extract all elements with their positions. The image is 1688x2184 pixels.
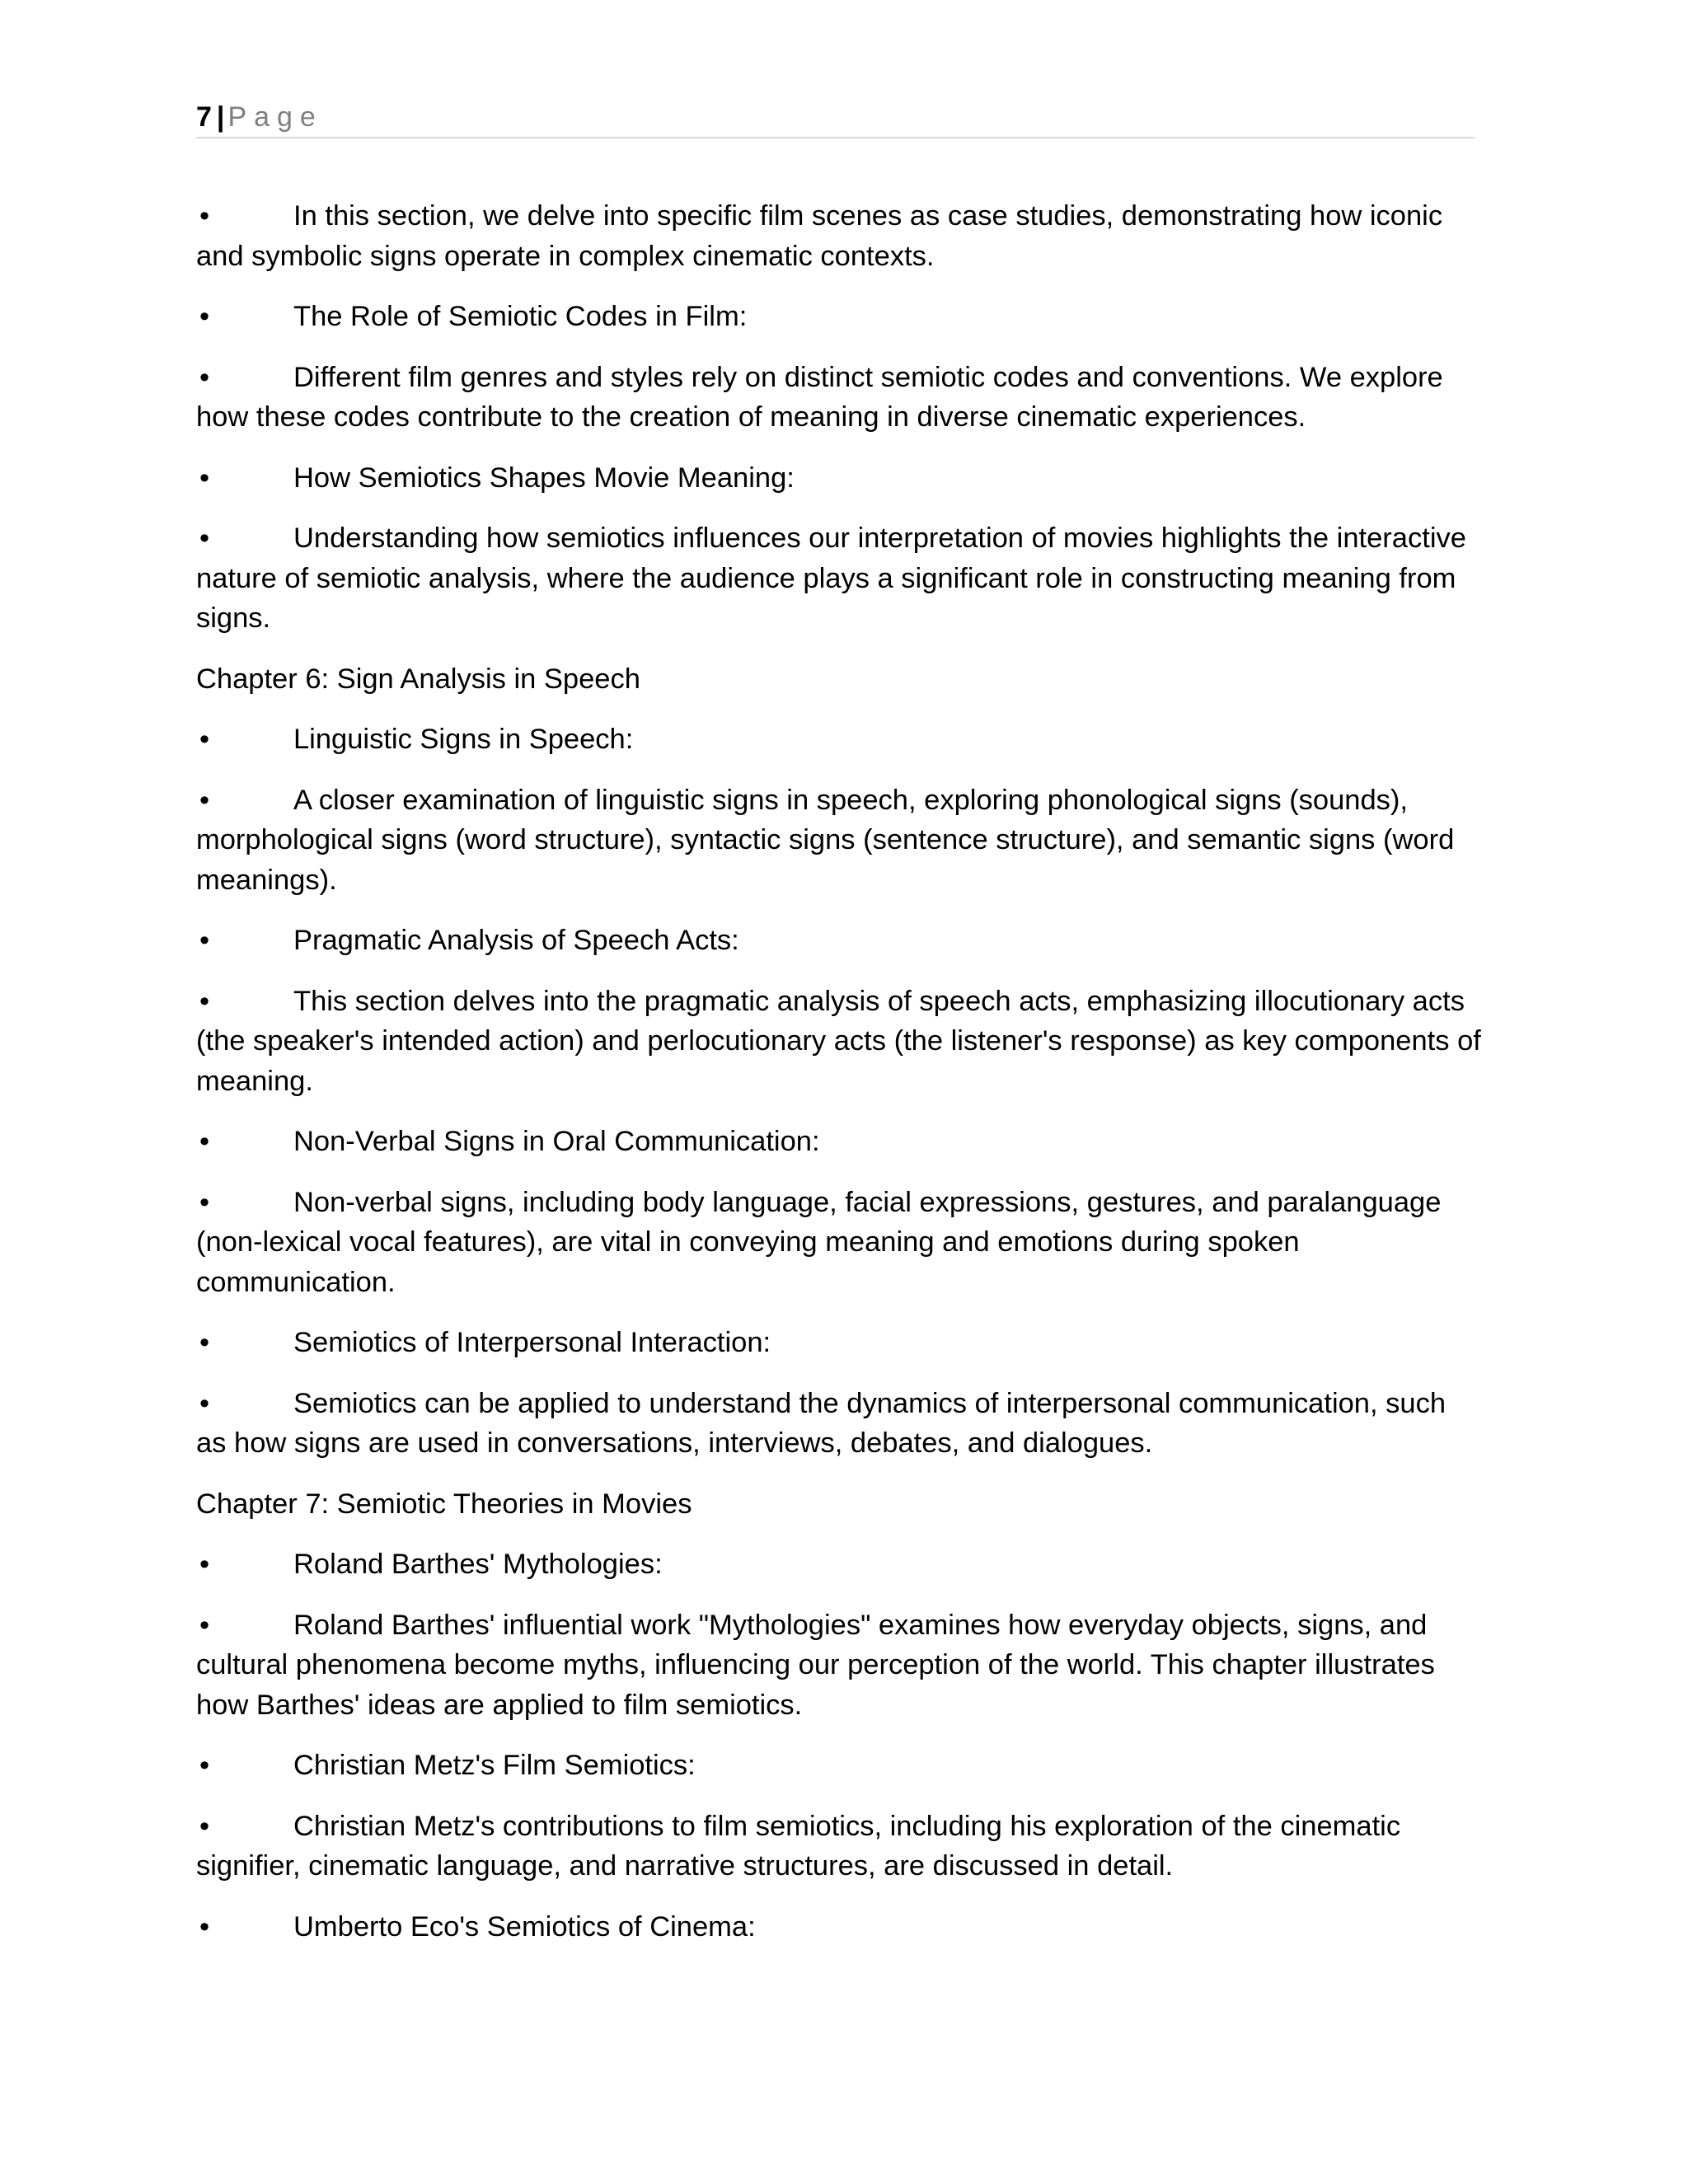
chapter-heading	[196, 1484, 1482, 1525]
bullet-marker: •	[199, 1126, 210, 1157]
header-separator: |	[216, 101, 225, 133]
bullet-paragraph	[196, 358, 1482, 438]
bullet-paragraph	[196, 297, 1482, 337]
bullet-marker: •	[199, 1327, 210, 1358]
paragraph-text: Roland Barthes' Mythologies:	[293, 1549, 663, 1580]
paragraph-text: Non-Verbal Signs in Oral Communication:	[293, 1126, 820, 1157]
paragraph-text: The Role of Semiotic Codes in Film:	[293, 301, 748, 332]
paragraph-text: Roland Barthes' influential work "Mythologies" examines how everyday objects, signs, and cultural phenomena become myths, influencing our perception of the world. This chapter illustrates how Barthes' ideas are applied to film semiotics.	[196, 1609, 1435, 1721]
bullet-marker: •	[199, 724, 210, 755]
paragraph-text: Different film genres and styles rely on distinct semiotic codes and conventions. We explore how these codes contribute to the creation of meaning in diverse cinematic experiences.	[196, 361, 1443, 433]
bullet-paragraph	[196, 982, 1482, 1102]
bullet-marker: •	[199, 523, 210, 554]
bullet-paragraph	[196, 1807, 1482, 1886]
bullet-paragraph	[196, 1746, 1482, 1786]
paragraph-text: A closer examination of linguistic signs in speech, exploring phonological signs (sounds), morphological signs (word structure), syntactic signs (sentence structure), and semantic signs (word meanings).	[196, 784, 1455, 896]
bullet-marker: •	[199, 985, 210, 1017]
paragraph-text: Pragmatic Analysis of Speech Acts:	[293, 925, 739, 956]
page-header	[196, 97, 1475, 138]
bullet-marker: •	[199, 200, 210, 232]
paragraph-text: In this section, we delve into specific film scenes as case studies, demonstrating how iconic and symbolic signs operate in complex cinematic contexts.	[196, 200, 1443, 272]
bullet-marker: •	[199, 361, 210, 393]
bullet-marker: •	[199, 1609, 210, 1641]
bullet-paragraph	[196, 1183, 1482, 1303]
page-label: Page	[227, 101, 323, 133]
bullet-paragraph	[196, 458, 1482, 499]
bullet-marker: •	[199, 301, 210, 332]
paragraph-text: How Semiotics Shapes Movie Meaning:	[293, 462, 795, 494]
bullet-marker: •	[199, 1910, 210, 1943]
bullet-marker: •	[199, 1549, 210, 1580]
bullet-marker: •	[199, 925, 210, 956]
paragraph-text: Chapter 6: Sign Analysis in Speech	[196, 663, 640, 695]
bullet-paragraph	[196, 780, 1482, 901]
paragraph-text: Christian Metz's Film Semiotics:	[293, 1750, 696, 1781]
paragraph-text: Christian Metz's contributions to film semiotics, including his exploration of the cinematic signifier, cinematic language, and narrative structures, are discussed in detail.	[196, 1810, 1401, 1882]
bullet-marker: •	[199, 1750, 210, 1781]
paragraph-text: Linguistic Signs in Speech:	[293, 724, 634, 755]
paragraph-text: This section delves into the pragmatic analysis of speech acts, emphasizing illocutionary acts (the speaker's intended action) and perlocutionary acts (the listener's response) as key components of meaning.	[196, 985, 1481, 1097]
paragraph-text: Chapter 7: Semiotic Theories in Movies	[196, 1488, 692, 1520]
bullet-paragraph	[196, 1384, 1482, 1464]
bullet-paragraph	[196, 1605, 1482, 1726]
bullet-marker: •	[199, 1186, 210, 1218]
bullet-paragraph	[196, 921, 1482, 961]
bullet-paragraph	[196, 1323, 1482, 1363]
paragraph-text: Non-verbal signs, including body language, facial expressions, gestures, and paralanguage (non-lexical vocal features), are vital in conveying meaning and emotions during spoken communication.	[196, 1186, 1442, 1298]
page-body	[196, 196, 1482, 1967]
page-number: 7	[196, 101, 212, 133]
bullet-paragraph	[196, 719, 1482, 760]
paragraph-text: Semiotics of Interpersonal Interaction:	[293, 1327, 771, 1358]
bullet-paragraph	[196, 196, 1482, 276]
chapter-heading	[196, 659, 1482, 700]
bullet-paragraph	[196, 518, 1482, 639]
paragraph-text: Umberto Eco's Semiotics of Cinema:	[293, 1910, 756, 1943]
bullet-paragraph	[196, 1907, 1482, 1947]
bullet-marker: •	[199, 1387, 210, 1419]
bullet-paragraph	[196, 1544, 1482, 1585]
paragraph-text: Semiotics can be applied to understand the dynamics of interpersonal communication, such as how signs are used in conversations, interviews, debates, and dialogues.	[196, 1387, 1447, 1459]
bullet-marker: •	[199, 784, 210, 816]
paragraph-text: Understanding how semiotics influences our interpretation of movies highlights the interactive nature of semiotic analysis, where the audience plays a significant role in constructing meaning from signs.	[196, 523, 1466, 634]
bullet-marker: •	[199, 1810, 210, 1842]
bullet-marker: •	[199, 462, 210, 494]
bullet-paragraph	[196, 1122, 1482, 1162]
